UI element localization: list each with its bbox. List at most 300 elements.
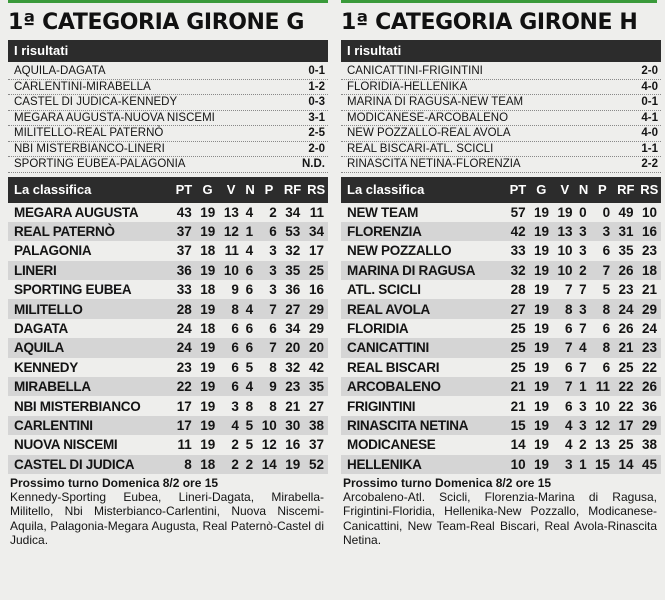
stat-rs: 16 (308, 282, 324, 298)
team-name: FLORIDIA (347, 321, 409, 337)
result-row (8, 157, 328, 173)
stat-rs: 26 (638, 377, 662, 396)
stat-n: 4 (243, 299, 257, 318)
result-match: MARINA DI RAGUSA-NEW TEAM (347, 96, 524, 108)
team-name: REAL PATERNÒ (8, 222, 172, 241)
stat-rs: 10 (641, 204, 657, 220)
result-match: NBI MISTERBIANCO-LINERI (14, 142, 165, 155)
column-header: PT (506, 177, 529, 203)
table-row (341, 377, 661, 396)
stat-n: 6 (243, 338, 257, 357)
result-match: FLORIDIA-HELLENIKA (347, 80, 468, 93)
results-header: I risultati (8, 40, 328, 62)
stat-rf: 34 (285, 204, 301, 220)
column-header: PT (172, 177, 196, 203)
stat-g: 19 (200, 359, 216, 375)
stat-v: 6 (564, 359, 573, 375)
result-match: MEGARA AUGUSTA-NUOVA NISCEMI (14, 111, 215, 124)
standings-header-row (341, 177, 661, 203)
stat-rf: 24 (614, 299, 637, 318)
table-row (341, 338, 661, 357)
stat-rs: 27 (308, 398, 324, 414)
stat-n: 2 (576, 261, 590, 280)
team-name: FLORENZIA (341, 222, 506, 241)
stat-g: 19 (534, 359, 550, 375)
stat-g: 19 (530, 455, 553, 474)
result-score: 4-1 (641, 111, 658, 124)
stat-n: 3 (579, 398, 587, 414)
stat-rf: 20 (281, 338, 305, 357)
column-title: 1ª CATEGORIA GIRONE G (8, 10, 305, 35)
result-match: NEW POZZALLO-REAL AVOLA (347, 127, 511, 139)
stat-v: 4 (553, 416, 576, 435)
standings-title: La classifica (341, 177, 506, 203)
stat-n: 0 (579, 204, 587, 220)
stat-n: 8 (245, 398, 254, 414)
stat-v: 13 (223, 204, 239, 220)
table-row (8, 416, 328, 435)
team-name: NEW POZZALLO (347, 243, 452, 259)
stat-rs: 24 (641, 321, 657, 337)
stat-pt: 17 (176, 398, 192, 414)
stat-rf: 17 (614, 416, 637, 435)
stat-g: 19 (530, 261, 553, 280)
table-row (341, 455, 661, 474)
result-match: SPORTING EUBEA-PALAGONIA (14, 158, 186, 170)
stat-v: 6 (231, 359, 239, 375)
stat-p: 6 (602, 243, 611, 259)
stat-g: 19 (200, 204, 216, 220)
result-match: MILITELLO-REAL PATERNÒ (14, 127, 164, 139)
stat-v: 6 (231, 321, 239, 337)
team-name: MIRABELLA (8, 377, 172, 396)
stat-rf: 25 (618, 437, 634, 453)
stat-v: 4 (219, 416, 243, 435)
stat-v: 10 (553, 261, 576, 280)
stat-pt: 22 (172, 377, 196, 396)
stat-v: 6 (219, 377, 243, 396)
stat-p: 3 (269, 282, 277, 298)
result-score: 2-2 (641, 158, 658, 170)
table-row (8, 280, 328, 299)
stat-n: 4 (245, 243, 254, 259)
stat-g: 19 (196, 338, 220, 357)
team-name: CANICATTINI (341, 338, 506, 357)
next-round-fixtures: Kennedy-Sporting Eubea, Lineri-Dagata, Mirabella-Militello, Nbi Misterbianco-Carlentini, Nuova Niscemi-Aquila, Palagonia-Megara Augusta, Real Paternò-Castel di Judica. (10, 489, 324, 548)
stat-pt: 37 (172, 222, 196, 241)
stat-n: 6 (245, 282, 254, 298)
stat-g: 19 (196, 299, 220, 318)
stat-p: 12 (261, 437, 277, 453)
stat-p: 10 (257, 416, 281, 435)
stat-n: 5 (245, 437, 254, 453)
stat-v: 7 (564, 282, 573, 298)
result-score: 1-2 (308, 80, 325, 93)
stat-g: 19 (530, 222, 553, 241)
stat-g: 19 (530, 338, 553, 357)
stat-rf: 14 (614, 455, 637, 474)
stat-p: 7 (591, 261, 614, 280)
result-row (8, 64, 328, 80)
column-header: RF (281, 177, 305, 203)
stat-rs: 23 (641, 243, 657, 259)
stat-pt: 21 (506, 377, 529, 396)
team-name: DAGATA (14, 321, 68, 337)
result-row (8, 142, 328, 158)
result-row (8, 126, 328, 142)
stat-rs: 11 (309, 204, 324, 220)
stat-pt: 14 (510, 437, 526, 453)
stat-pt: 25 (510, 359, 526, 375)
stat-rf: 35 (618, 243, 634, 259)
stat-v: 8 (219, 299, 243, 318)
stat-p: 3 (257, 261, 281, 280)
stat-v: 6 (564, 321, 573, 337)
stat-v: 4 (564, 437, 573, 453)
stat-n: 2 (243, 455, 257, 474)
table-row (8, 435, 328, 454)
stat-rf: 34 (285, 321, 301, 337)
results-list (341, 64, 661, 173)
stat-rs: 35 (304, 377, 328, 396)
stat-rs: 29 (638, 416, 662, 435)
stat-pt: 57 (510, 204, 526, 220)
stat-v: 8 (553, 299, 576, 318)
table-row (341, 358, 661, 377)
stat-rs: 34 (304, 222, 328, 241)
stat-p: 12 (591, 416, 614, 435)
stat-pt: 15 (506, 416, 529, 435)
stat-g: 19 (196, 222, 220, 241)
next-round-fixtures: Arcobaleno-Atl. Scicli, Florenzia-Marina di Ragusa, Frigintini-Floridia, Hellenika-New Pozzallo, Modicanese-Canicattini, New Team-Real Biscari, Real Avola-Rinascita Netina. (343, 489, 657, 548)
stat-n: 5 (243, 416, 257, 435)
stat-pt: 11 (177, 437, 192, 453)
table-row (8, 358, 328, 377)
team-name: MILITELLO (8, 299, 172, 318)
result-row (341, 157, 661, 173)
stat-pt: 33 (510, 243, 526, 259)
stat-n: 1 (243, 222, 257, 241)
stat-n: 3 (576, 299, 590, 318)
stat-g: 19 (534, 204, 550, 220)
column-header: G (530, 177, 553, 203)
stat-rs: 42 (308, 359, 324, 375)
stat-rs: 18 (638, 261, 662, 280)
stat-rs: 21 (641, 282, 657, 298)
column-header: G (196, 177, 220, 203)
stat-g: 19 (196, 416, 220, 435)
stat-n: 7 (579, 321, 587, 337)
stat-g: 19 (200, 437, 216, 453)
team-name: REAL AVOLA (341, 299, 506, 318)
stat-rf: 53 (281, 222, 305, 241)
table-row (341, 396, 661, 415)
team-name: MARINA DI RAGUSA (341, 261, 506, 280)
table-row (8, 241, 328, 260)
stat-v: 10 (219, 261, 243, 280)
stat-rf: 27 (281, 299, 305, 318)
result-row (341, 111, 661, 127)
result-match: MODICANESE-ARCOBALENO (347, 111, 509, 124)
column-header: V (553, 177, 576, 203)
girone-g-column (8, 0, 328, 548)
result-row (341, 64, 661, 80)
column-header: RF (614, 177, 637, 203)
stat-rf: 21 (614, 338, 637, 357)
team-name: AQUILA (8, 338, 172, 357)
column-header: P (591, 177, 614, 203)
stat-v: 7 (553, 338, 576, 357)
stat-rf: 23 (281, 377, 305, 396)
stat-p: 13 (595, 437, 611, 453)
result-row (341, 142, 661, 158)
stat-rs: 16 (638, 222, 662, 241)
stat-rf: 36 (285, 282, 301, 298)
stat-p: 15 (591, 455, 614, 474)
stat-rs: 45 (638, 455, 662, 474)
stat-rf: 31 (614, 222, 637, 241)
stat-p: 5 (602, 282, 611, 298)
stat-rs: 38 (304, 416, 328, 435)
stat-rf: 32 (285, 243, 301, 259)
stat-n: 3 (576, 416, 590, 435)
stat-p: 6 (602, 359, 611, 375)
stat-n: 4 (245, 204, 254, 220)
result-score: 2-0 (308, 142, 325, 155)
stat-v: 2 (231, 437, 239, 453)
stat-g: 19 (196, 377, 220, 396)
stat-n: 7 (579, 282, 587, 298)
stat-p: 11 (591, 377, 614, 396)
stat-rf: 19 (281, 455, 305, 474)
stat-n: 1 (576, 455, 590, 474)
stat-v: 13 (553, 222, 576, 241)
stat-rs: 22 (641, 359, 657, 375)
stat-g: 18 (200, 243, 216, 259)
stat-n: 7 (579, 359, 587, 375)
team-name: REAL BISCARI (347, 359, 440, 375)
table-row (8, 455, 328, 474)
table-row (341, 241, 661, 260)
result-score: 0-3 (308, 96, 325, 108)
stat-p: 2 (269, 204, 277, 220)
team-name: MODICANESE (347, 437, 436, 453)
stat-v: 12 (219, 222, 243, 241)
stat-g: 19 (534, 321, 550, 337)
stat-n: 1 (576, 377, 590, 396)
stat-p: 6 (257, 222, 281, 241)
stat-g: 19 (530, 299, 553, 318)
stat-rf: 23 (618, 282, 634, 298)
table-row (8, 261, 328, 280)
result-row (8, 111, 328, 127)
stat-pt: 8 (172, 455, 196, 474)
table-row (341, 280, 661, 299)
table-row (341, 319, 661, 338)
result-row (341, 126, 661, 142)
stat-rf: 16 (285, 437, 301, 453)
table-row (8, 299, 328, 318)
team-name: NEW TEAM (347, 204, 419, 220)
stat-rf: 32 (285, 359, 301, 375)
team-name: SPORTING EUBEA (14, 282, 132, 298)
team-name: CASTEL DI JUDICA (8, 455, 172, 474)
result-match: CASTEL DI JUDICA-KENNEDY (14, 96, 178, 108)
result-score: N.D. (302, 158, 325, 170)
table-row (341, 261, 661, 280)
table-row (341, 435, 661, 454)
stat-pt: 25 (510, 321, 526, 337)
team-name: FRIGINTINI (347, 398, 416, 414)
stat-p: 0 (602, 204, 611, 220)
stat-rs: 20 (304, 338, 328, 357)
stat-p: 8 (269, 359, 277, 375)
stat-rs: 37 (308, 437, 324, 453)
stat-g: 19 (530, 377, 553, 396)
team-name: NUOVA NISCEMI (14, 437, 118, 453)
result-score: 2-0 (641, 65, 658, 77)
stat-n: 6 (243, 261, 257, 280)
stat-v: 6 (564, 398, 573, 414)
column-header: RS (638, 177, 662, 203)
stat-pt: 21 (510, 398, 526, 414)
next-round-title: Prossimo turno Domenica 8/2 ore 15 (343, 475, 552, 490)
result-score: 0-1 (308, 65, 325, 77)
stat-n: 2 (579, 437, 587, 453)
team-name: LINERI (8, 261, 172, 280)
team-name: HELLENIKA (341, 455, 506, 474)
stat-n: 4 (576, 338, 590, 357)
stat-rs: 17 (308, 243, 324, 259)
stat-p: 14 (257, 455, 281, 474)
stat-v: 11 (224, 243, 239, 259)
team-name: ATL. SCICLI (347, 282, 421, 298)
table-row (341, 416, 661, 435)
stat-g: 18 (200, 282, 216, 298)
stat-pt: 24 (172, 338, 196, 357)
result-score: 4-0 (641, 127, 658, 139)
stat-p: 9 (257, 377, 281, 396)
results-header: I risultati (341, 40, 661, 62)
stat-rf: 22 (614, 377, 637, 396)
stat-g: 18 (196, 455, 220, 474)
stat-p: 8 (591, 338, 614, 357)
stat-p: 3 (269, 243, 277, 259)
team-name: ARCOBALENO (341, 377, 506, 396)
stat-v: 10 (557, 243, 573, 259)
stat-rf: 30 (281, 416, 305, 435)
stat-pt: 28 (172, 299, 196, 318)
stat-rs: 29 (304, 299, 328, 318)
stat-p: 7 (257, 338, 281, 357)
result-row (341, 80, 661, 96)
stat-rf: 21 (285, 398, 301, 414)
table-row (8, 203, 328, 222)
stat-p: 8 (591, 299, 614, 318)
result-score: 0-1 (641, 96, 658, 108)
team-name: CARLENTINI (8, 416, 172, 435)
result-score: 4-0 (641, 80, 658, 93)
standings-body (8, 203, 328, 474)
column-header: N (576, 177, 590, 203)
stat-pt: 25 (506, 338, 529, 357)
stat-p: 3 (591, 222, 614, 241)
column-header: P (257, 177, 281, 203)
team-name: PALAGONIA (14, 243, 92, 259)
stat-rs: 23 (638, 338, 662, 357)
stat-n: 5 (245, 359, 254, 375)
stat-rf: 25 (618, 359, 634, 375)
stat-pt: 28 (510, 282, 526, 298)
team-name: KENNEDY (14, 359, 78, 375)
stat-v: 2 (219, 455, 243, 474)
table-row (8, 319, 328, 338)
standings-title: La classifica (8, 177, 172, 203)
stat-p: 6 (269, 321, 277, 337)
stat-g: 19 (200, 398, 216, 414)
result-match: CARLENTINI-MIRABELLA (14, 80, 151, 93)
result-match: RINASCITA NETINA-FLORENZIA (347, 158, 521, 170)
stat-g: 19 (534, 243, 550, 259)
stat-n: 3 (576, 222, 590, 241)
standings-header-row (8, 177, 328, 203)
stat-rf: 49 (618, 204, 634, 220)
stat-rs: 52 (304, 455, 328, 474)
girone-h-column (341, 0, 661, 548)
stat-pt: 42 (506, 222, 529, 241)
stat-g: 19 (530, 416, 553, 435)
result-row (8, 80, 328, 96)
team-name: RINASCITA NETINA (341, 416, 506, 435)
stat-pt: 33 (176, 282, 192, 298)
stat-g: 19 (196, 261, 220, 280)
stat-pt: 23 (176, 359, 192, 375)
result-score: 3-1 (308, 111, 325, 124)
result-row (341, 95, 661, 111)
standings-table (8, 177, 328, 474)
stat-rs: 25 (304, 261, 328, 280)
stat-pt: 10 (506, 455, 529, 474)
result-score: 1-1 (641, 142, 658, 155)
table-row (8, 338, 328, 357)
stat-rs: 29 (638, 299, 662, 318)
next-round-title: Prossimo turno Domenica 8/2 ore 15 (10, 475, 219, 490)
stat-p: 8 (269, 398, 277, 414)
stat-rf: 22 (618, 398, 634, 414)
column-header: N (243, 177, 257, 203)
stat-pt: 24 (176, 321, 192, 337)
stat-g: 19 (534, 282, 550, 298)
stat-rs: 38 (641, 437, 657, 453)
stat-p: 10 (595, 398, 611, 414)
column-header: V (219, 177, 243, 203)
result-match: AQUILA-DAGATA (14, 65, 106, 77)
team-name: MEGARA AUGUSTA (14, 204, 139, 220)
stat-v: 9 (231, 282, 239, 298)
stat-pt: 27 (506, 299, 529, 318)
stat-v: 3 (231, 398, 239, 414)
result-row (8, 95, 328, 111)
stat-v: 6 (219, 338, 243, 357)
stat-g: 18 (200, 321, 216, 337)
standings-table (341, 177, 661, 474)
result-score: 2-5 (308, 127, 325, 139)
result-match: REAL BISCARI-ATL. SCICLI (347, 142, 494, 155)
stat-rf: 26 (618, 321, 634, 337)
stat-pt: 37 (176, 243, 192, 259)
result-match: CANICATTINI-FRIGINTINI (347, 65, 483, 77)
stat-rf: 35 (281, 261, 305, 280)
